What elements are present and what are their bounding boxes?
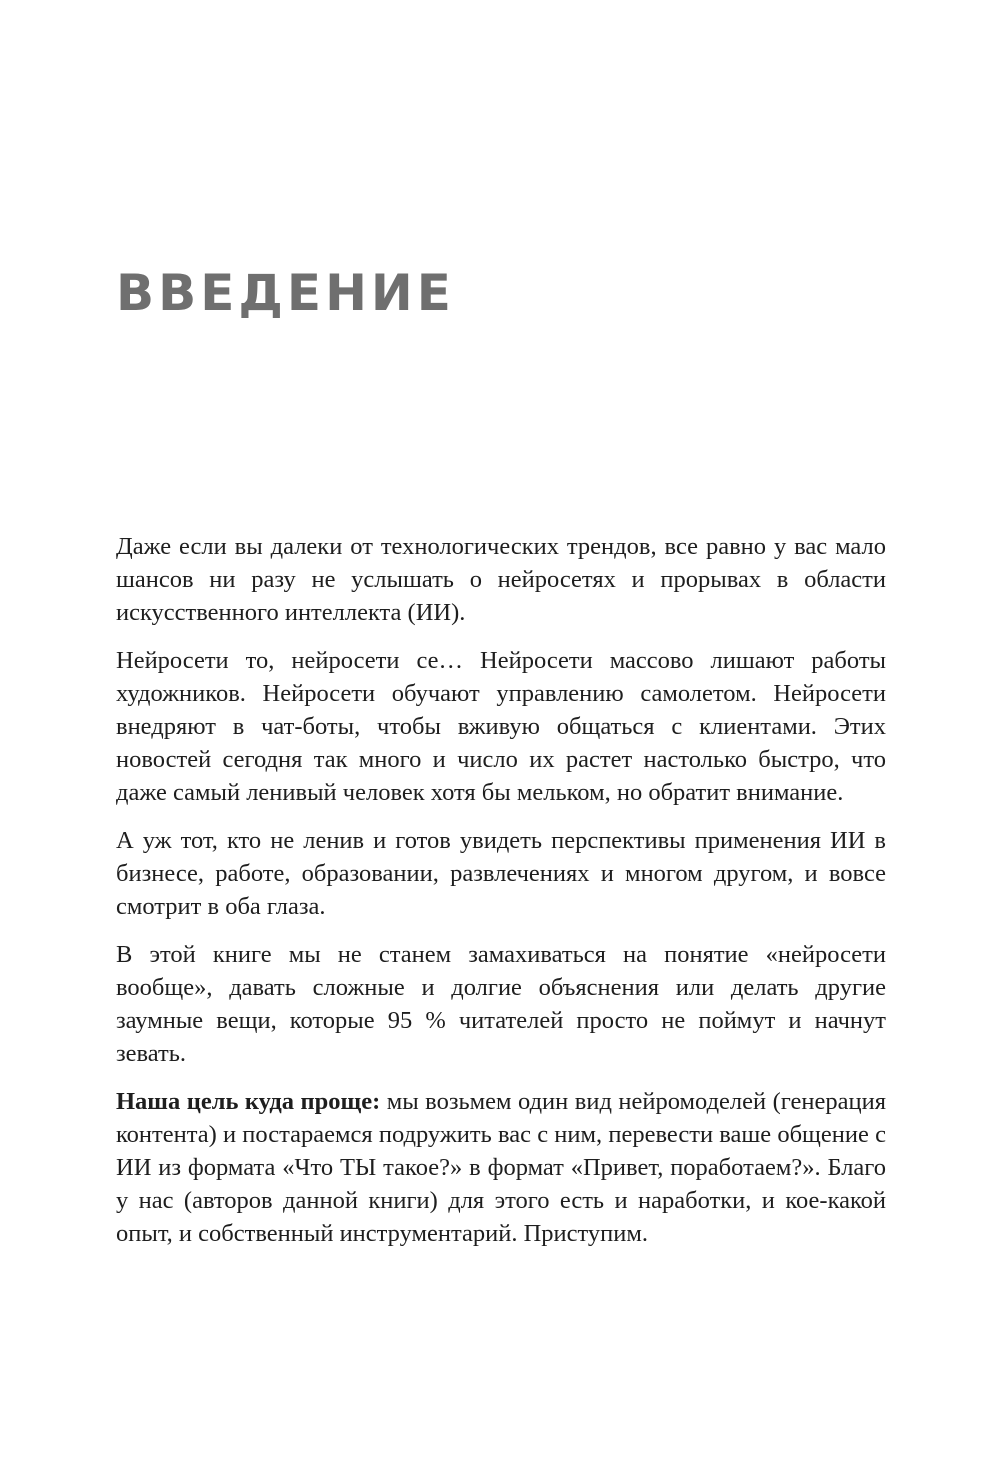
paragraph-goal <box>116 1085 886 1250</box>
body-text <box>116 530 886 1265</box>
chapter-title: ВВЕДЕНИЕ <box>116 264 455 322</box>
paragraph: Даже если вы далеки от технологических трендов, все равно у вас мало шансов ни разу не услышать о нейросетях и прорывах в области искусственного интеллекта (ИИ). <box>116 533 886 626</box>
paragraph-lead: Наша цель куда проще: <box>116 1088 381 1115</box>
paragraph: А уж тот, кто не ленив и готов увидеть перспективы применения ИИ в бизнесе, работе, образовании, развлечениях и многом другом, и вовсе смотрит в оба глаза. <box>116 827 886 920</box>
paragraph: В этой книге мы не станем замахиваться на понятие «нейросети вообще», давать сложные и долгие объяснения или делать другие заумные вещи, которые 95 % читателей просто не поймут и начнут зевать. <box>116 941 886 1067</box>
paragraph-goal-text: мы возьмем один вид нейромоделей (генерация контента) и постараемся подружить вас с ним, перевести ваше общение с ИИ из формата «Что ТЫ такое?» в формат «Привет, поработаем?». Благо у нас (авторов данной книги) для этого есть и наработки, и кое-какой опыт, и собственный инструментарий. Приступим. <box>116 1088 886 1247</box>
paragraph: Нейросети то, нейросети се… Нейросети массово лишают работы художников. Нейросети обучают управлению самолетом. Нейросети внедряют в чат-боты, чтобы вживую общаться с клиентами. Этих новостей сегодня так много и число их растет настолько быстро, что даже самый ленивый человек хотя бы мельком, но обратит внимание. <box>116 647 886 806</box>
